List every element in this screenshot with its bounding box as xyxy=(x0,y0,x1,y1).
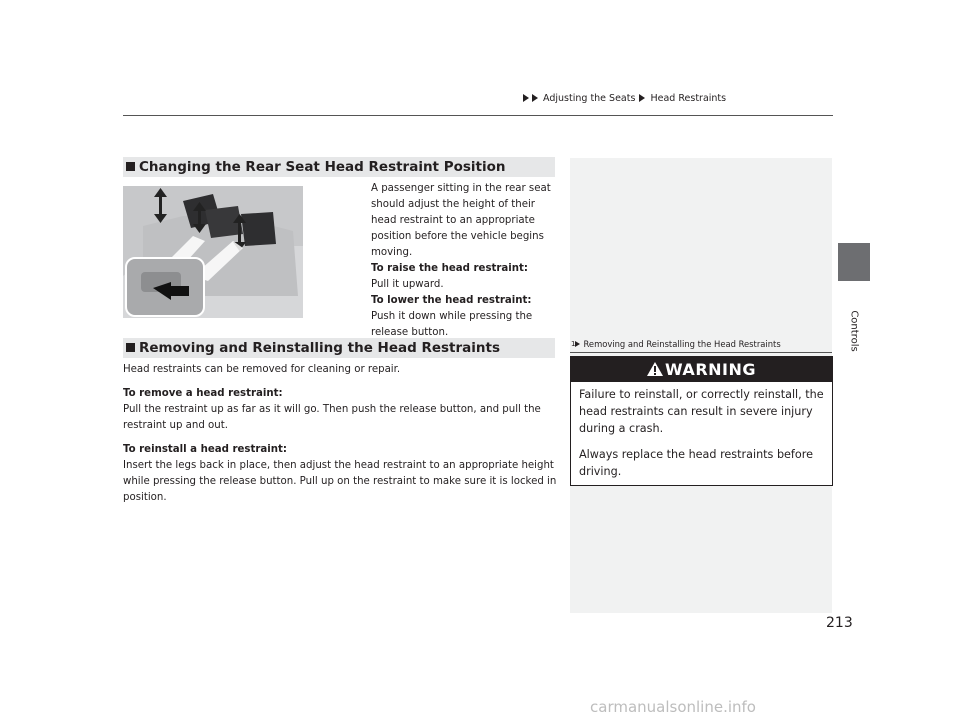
note-title: 1 Removing and Reinstalling the Head Restraints xyxy=(571,339,781,349)
raise-text: Pull it upward. xyxy=(371,279,444,290)
breadcrumb-triangle-icon xyxy=(639,94,645,102)
warning-banner: WARNING xyxy=(571,357,832,382)
warning-box xyxy=(570,356,833,486)
breadcrumb-triangle-icon xyxy=(532,94,538,102)
lower-text: Push it down while pressing the release button. xyxy=(371,311,533,338)
watermark: carmanualsonline.info xyxy=(590,698,756,716)
heading-square-icon xyxy=(126,343,135,352)
remove-text: Pull the restraint up as far as it will go. Then push the release button, and pull the restraint up and out. xyxy=(123,404,541,431)
section-heading: Changing the Rear Seat Head Restraint Position xyxy=(123,157,555,177)
breadcrumb-item: Head Restraints xyxy=(650,93,727,104)
warning-text: Failure to reinstall, or correctly reinstall, the head restraints can result in severe injury during a crash. Always replace the head restraints before driving. xyxy=(579,388,824,478)
intro-paragraph: A passenger sitting in the rear seat should adjust the height of their head restraint to an appropriate position before the vehicle begins moving. xyxy=(371,183,551,258)
breadcrumb-item: Adjusting the Seats xyxy=(543,93,636,104)
breadcrumb xyxy=(522,93,726,104)
lower-title: To lower the head restraint: xyxy=(371,295,532,306)
note-index: 1 xyxy=(571,340,576,348)
page-number: 213 xyxy=(826,615,853,631)
reinstall-title: To reinstall a head restraint: xyxy=(123,444,287,455)
warning-triangle-icon xyxy=(647,358,663,372)
raise-title: To raise the head restraint: xyxy=(371,263,528,274)
chapter-label: Controls xyxy=(848,310,860,352)
header-rule xyxy=(123,115,833,116)
intro-paragraph: Head restraints can be removed for cleaning or repair. xyxy=(123,364,401,375)
section-heading: Removing and Reinstalling the Head Restraints xyxy=(123,338,555,358)
breadcrumb-triangle-icon xyxy=(575,341,580,347)
heading-square-icon xyxy=(126,162,135,171)
breadcrumb-triangle-icon xyxy=(523,94,529,102)
chapter-tab xyxy=(838,243,870,281)
remove-title: To remove a head restraint: xyxy=(123,388,283,399)
remove-reinstall-instructions xyxy=(123,362,559,506)
note-rule xyxy=(570,352,832,353)
seat-diagram xyxy=(123,186,303,318)
reinstall-text: Insert the legs back in place, then adjust the head restraint to an appropriate height while pressing the release button. Pull up on the restraint to make sure it is locked in position. xyxy=(123,460,557,503)
rear-seat-instructions xyxy=(371,181,557,341)
head-restraint-illustration xyxy=(123,186,303,318)
